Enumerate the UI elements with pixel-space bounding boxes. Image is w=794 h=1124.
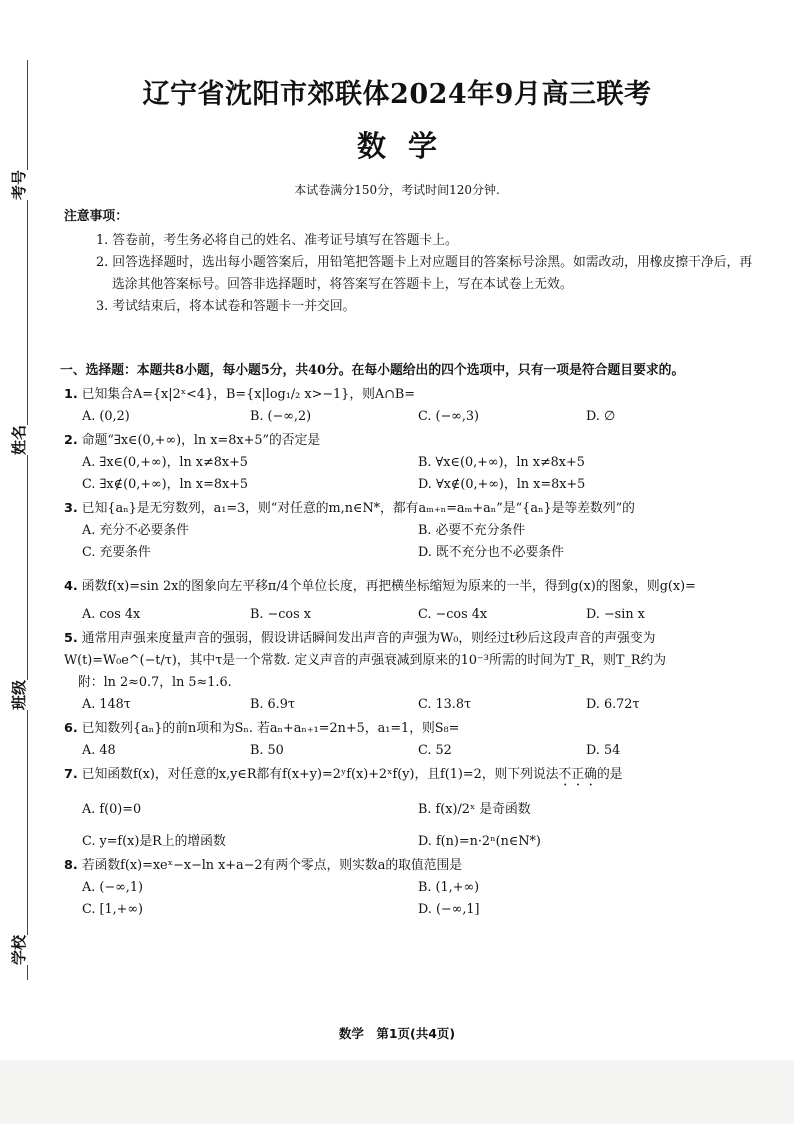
option-b: B. f(x)/2ˣ 是奇函数 (418, 802, 531, 817)
option-d: D. 6.72τ (586, 697, 640, 712)
exam-meta: 本试卷满分150分，考试时间120分钟. (294, 183, 500, 197)
page-footer: 数学 第1页(共4页) (338, 1026, 456, 1041)
question-number: 6. (64, 721, 78, 736)
question-number: 8. (64, 858, 78, 873)
option-b: B. ∀x∈(0,+∞)，ln x≠8x+5 (418, 455, 585, 470)
question-number: 2. (64, 433, 78, 448)
question-6 (64, 718, 754, 762)
question-4 (64, 576, 754, 626)
option-a: A. 充分不必要条件 (82, 523, 189, 538)
side-label-exam-number: 考号 (4, 170, 34, 200)
subject-title: 数学 (356, 129, 459, 163)
section-heading: 一、选择题：本题共8小题，每小题5分，共40分。在每小题给出的四个选项中，只有一项是符合题目要求的。 (60, 363, 685, 378)
option-c: C. ∃x∉(0,+∞)，ln x=8x+5 (82, 477, 249, 492)
option-b: B. 必要不充分条件 (418, 523, 526, 538)
exam-content (60, 206, 754, 921)
question-text: 已知数列{aₙ}的前n项和为Sₙ. 若aₙ+aₙ₊₁=2n+5，a₁=1，则S₈= (81, 721, 460, 736)
notice-item: 1. 答卷前，考生务必将自己的姓名、准考证号填写在答题卡上。 (96, 233, 458, 248)
question-number: 5. (64, 631, 78, 646)
option-d: D. ∅ (586, 409, 616, 424)
option-c: C. 充要条件 (82, 545, 151, 560)
notice-item: 3. 考试结束后，将本试卷和答题卡一并交回。 (96, 299, 356, 314)
notice-item: 2. 回答选择题时，选出每小题答案后，用铅笔把答题卡上对应题目的答案标号涂黑。如需改动，用橡皮擦干净后，再选涂其他答案标号。回答非选择题时，将答案写在答题卡上，写在本试卷上无效。 (96, 255, 753, 292)
question-number: 3. (64, 501, 78, 516)
question-text: 命题“∃x∈(0,+∞)，ln x=8x+5”的否定是 (81, 433, 321, 448)
question-2 (64, 430, 754, 496)
option-b: B. 50 (250, 743, 284, 758)
side-label-name: 姓名 (4, 425, 34, 455)
question-text: 通常用声强来度量声音的强弱，假设讲话瞬间发出声音的声强为W₀，则经过t秒后这段声音的声强变为W(t)=W₀e^(−t/τ)，其中τ是一个常数. 定义声音的声强衰减到原来的10⁻³所需的时间为T_R，则T_R约为 (64, 631, 667, 668)
option-d: D. f(n)=n·2ⁿ(n∈N*) (418, 834, 541, 849)
question-text: 已知函数f(x)，对任意的x,y∈R都有f(x+y)=2ʸf(x)+2ˣf(y)，且f(1)=2，则下列说法 (81, 767, 559, 782)
options (64, 740, 754, 762)
option-d: D. 54 (586, 743, 621, 758)
option-c: C. (−∞,3) (418, 409, 480, 424)
option-a: A. ∃x∈(0,+∞)，ln x≠8x+5 (82, 455, 248, 470)
question-number: 7. (64, 767, 78, 782)
options (64, 452, 754, 496)
options (64, 694, 754, 716)
option-a: A. 48 (82, 743, 116, 758)
option-d: D. −sin x (586, 607, 645, 622)
options (64, 520, 754, 564)
option-a: A. 148τ (82, 697, 131, 712)
side-label-class: 班级 (4, 680, 34, 710)
options (64, 799, 754, 853)
option-d: D. (−∞,1] (418, 902, 480, 917)
options (64, 877, 754, 921)
question-text: 函数f(x)=sin 2x的图象向左平移π/4个单位长度，再把横坐标缩短为原来的一半，得到g(x)的图象，则g(x)= (81, 579, 696, 594)
exam-title: 辽宁省沈阳市郊联体2024年9月高三联考 (142, 79, 652, 110)
option-b: B. 6.9τ (250, 697, 295, 712)
question-8 (64, 855, 754, 921)
question-text: 已知集合A={x|2ˣ<4}，B={x|log₁/₂ x>−1}，则A∩B= (81, 387, 416, 402)
question-5 (64, 628, 754, 716)
question-emphasis: 不正确 (558, 767, 597, 782)
options (64, 406, 754, 428)
option-c: C. [1,+∞) (82, 902, 144, 917)
option-b: B. (−∞,2) (250, 409, 312, 424)
question-1 (64, 384, 754, 428)
question-number: 1. (64, 387, 78, 402)
option-b: B. −cos x (250, 607, 311, 622)
option-d: D. ∀x∉(0,+∞)，ln x=8x+5 (418, 477, 586, 492)
options (64, 604, 754, 626)
option-a: A. cos 4x (82, 607, 141, 622)
option-b: B. (1,+∞) (418, 880, 480, 895)
question-text: 已知{aₙ}是无穷数列，a₁=3，则“对任意的m,n∈N*，都有aₘ₊ₙ=aₘ+aₙ”是“{aₙ}是等差数列”的 (81, 501, 635, 516)
option-c: C. 52 (418, 743, 452, 758)
option-a: A. (−∞,1) (82, 880, 143, 895)
option-c: C. −cos 4x (418, 607, 488, 622)
option-a: A. f(0)=0 (82, 802, 142, 817)
option-c: C. 13.8τ (418, 697, 472, 712)
notice-heading: 注意事项： (64, 209, 128, 224)
question-text-tail: 的是 (596, 767, 623, 782)
scan-edge (0, 1060, 794, 1124)
question-3 (64, 498, 754, 564)
question-note: 附：ln 2≈0.7，ln 5≈1.6. (78, 675, 232, 690)
question-text: 若函数f(x)=xeˣ−x−ln x+a−2有两个零点，则实数a的取值范围是 (81, 858, 463, 873)
option-a: A. (0,2) (82, 409, 130, 424)
question-number: 4. (64, 579, 78, 594)
option-d: D. 既不充分也不必要条件 (418, 545, 564, 560)
option-c: C. y=f(x)是R上的增函数 (82, 834, 226, 849)
side-label-school: 学校 (4, 935, 34, 965)
question-7 (64, 764, 754, 853)
